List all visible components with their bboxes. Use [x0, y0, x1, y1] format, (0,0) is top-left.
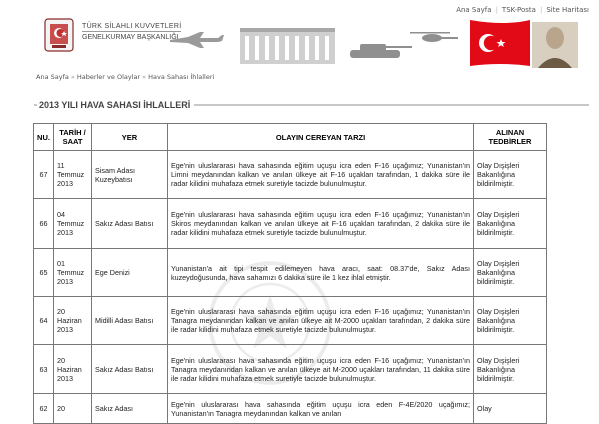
headquarters-building-icon — [240, 28, 335, 64]
site-header — [0, 0, 599, 70]
tsk-mail-link[interactable]: TSK-Posta — [501, 6, 536, 14]
cell-description: Yunanistan'a ait tipi tespit edilemeyen hava aracı, saat: 08.37'de, Sakız Adası kuzeydoğusunda, hava sahamızı 6 dakika süre ile 1 kez ihlal etmiştir. — [168, 249, 474, 297]
cell-place: Ege Denizi — [92, 249, 168, 297]
link-separator: | — [539, 6, 543, 14]
cell-measures: Olay Dışişleri Bakanlığına bildirilmiştir. — [474, 249, 547, 297]
breadcrumb-separator: » — [70, 73, 75, 81]
violations-table-wrapper — [33, 123, 546, 424]
table-row — [34, 199, 547, 249]
link-separator: | — [495, 6, 498, 14]
breadcrumb-separator: » — [142, 73, 147, 81]
cell-no: 67 — [34, 151, 54, 199]
sitemap-link[interactable]: Site Haritası — [546, 6, 589, 14]
cell-measures: Olay Dışişleri Bakanlığına bildirilmiştir. — [474, 345, 547, 394]
cell-date: 04 Temmuz 2013 — [54, 199, 92, 249]
page-title: 2013 YILI HAVA SAHASI İHLALLERİ — [39, 100, 191, 110]
org-line2: GENELKURMAY BAŞKANLIĞI — [82, 31, 181, 42]
header-banner-art — [170, 18, 590, 68]
table-row — [34, 249, 547, 297]
organization-name[interactable] — [82, 22, 181, 42]
cell-date: 01 Temmuz 2013 — [54, 249, 92, 297]
cell-measures: Olay Dışişleri Bakanlığına bildirilmiştir. — [474, 297, 547, 345]
cell-date: 20 Haziran 2013 — [54, 297, 92, 345]
breadcrumb — [36, 73, 214, 81]
cell-date: 20 — [54, 394, 92, 424]
org-line1: TÜRK SİLAHLI KUVVETLERİ — [82, 23, 182, 30]
cell-description: Ege'nin uluslararası hava sahasında eğitim uçuşu icra eden F-16 uçağımız; Yunanistan'ın Tanagra meydanından kalkan ve anılan ülkeye ait M-2000 uçakları tarafından, 11 dakika süre ile radar kilidini muhafaza etmek suretiyle tacizde bulunulmuştur. — [168, 345, 474, 394]
cell-measures: Olay Dışişleri Bakanlığına bildirilmiştir. — [474, 151, 547, 199]
col-header-date: TARİH / SAAT — [54, 124, 92, 151]
cell-description: Ege'nin uluslararası hava sahasında eğitim uçuşu icra eden F-4E/2020 uçağımız; Yunanistan'ın Tanagra meydanından kalkan ve anılan — [168, 394, 474, 424]
tank-silhouette-icon — [350, 44, 412, 58]
cell-description: Ege'nin uluslararası hava sahasında eğitim uçuşu icra eden F-16 uçağımız; Yunanistan'ın Tanagra meydanından kalkan ve anılan ülkeye ait M-2000 uçakları tarafından, 2 dakika süre ile radar kilidini muhafaza etmek suretiyle tacizde bulunulmuştur. — [168, 297, 474, 345]
col-header-measures: ALINAN TEDBİRLER — [474, 124, 547, 151]
title-rule-left — [34, 104, 37, 106]
breadcrumb-home[interactable]: Ana Sayfa — [36, 73, 69, 81]
cell-no: 64 — [34, 297, 54, 345]
cell-place: Sisam Adası Kuzeybatısı — [92, 151, 168, 199]
cell-place: Sakız Adası — [92, 394, 168, 424]
cell-no: 66 — [34, 199, 54, 249]
table-header-row — [34, 124, 547, 151]
violations-table — [33, 123, 547, 424]
col-header-description: OLAYIN CEREYAN TARZI — [168, 124, 474, 151]
table-row — [34, 345, 547, 394]
general-staff-seal-icon[interactable] — [44, 18, 74, 52]
cell-place: Midilli Adası Batısı — [92, 297, 168, 345]
table-row — [34, 394, 547, 424]
col-header-no: NU. — [34, 124, 54, 151]
top-links — [456, 6, 589, 14]
ataturk-portrait-image — [532, 22, 578, 68]
section-title — [34, 100, 589, 110]
cell-place: Sakız Adası Batısı — [92, 345, 168, 394]
cell-description: Ege'nin uluslararası hava sahasında eğitim uçuşu icra eden F-16 uçağımız; Yunanistan'ın Skiros meydanından kalkan ve anılan ülkeye ait F-16 uçakları tarafından, 2 dakika süre ile radar kilidini muhafaza etmek suretiyle tacizde bulunulmuştur. — [168, 199, 474, 249]
breadcrumb-current: Hava Sahası İhlalleri — [148, 73, 215, 81]
cell-description: Ege'nin uluslararası hava sahasında eğitim uçuşu icra eden F-16 uçağımız; Yunanistan'ın Limni meydanından kalkan ve anılan ülkeye ait F-16 uçakları tarafından, 1 dakika süre ile radar kilidini muhafaza etmek suretiyle tacizde bulunulmuştur. — [168, 151, 474, 199]
table-row — [34, 151, 547, 199]
cell-no: 63 — [34, 345, 54, 394]
table-row — [34, 297, 547, 345]
breadcrumb-news[interactable]: Haberler ve Olaylar — [76, 73, 141, 81]
title-rule-right — [194, 104, 589, 106]
home-link[interactable]: Ana Sayfa — [456, 6, 492, 14]
cell-date: 11 Temmuz 2013 — [54, 151, 92, 199]
cell-no: 65 — [34, 249, 54, 297]
cell-measures: Olay Dışişleri Bakanlığına bildirilmiştir. — [474, 199, 547, 249]
col-header-place: YER — [92, 124, 168, 151]
cell-date: 20 Haziran 2013 — [54, 345, 92, 394]
cell-place: Sakız Adası Batısı — [92, 199, 168, 249]
cell-measures: Olay — [474, 394, 547, 424]
jet-silhouette-icon — [170, 32, 224, 48]
turkish-flag-icon — [470, 20, 530, 66]
helicopter-silhouette-icon — [410, 32, 458, 42]
cell-no: 62 — [34, 394, 54, 424]
